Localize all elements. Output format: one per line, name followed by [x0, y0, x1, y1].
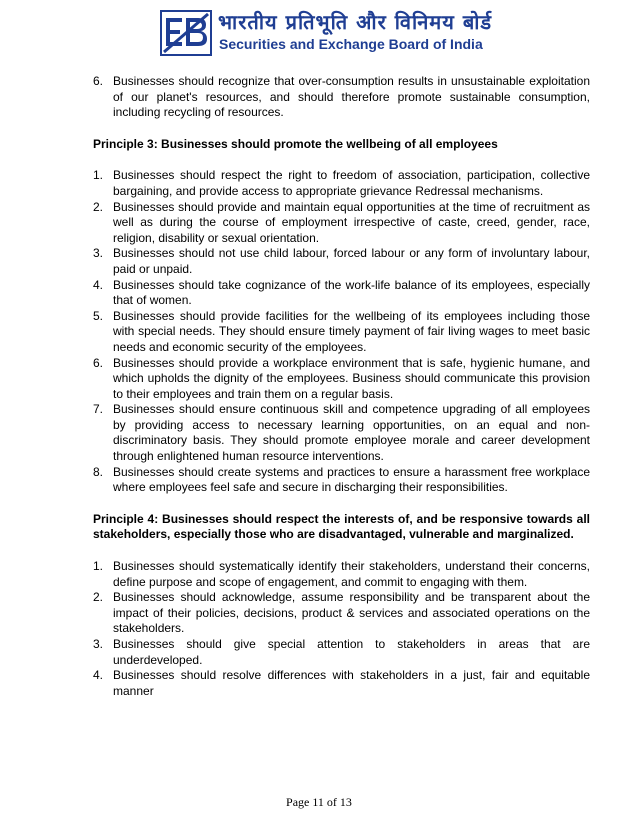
- hindi-title: भारतीय प्रतिभूति और विनिमय बोर्ड: [218, 10, 493, 34]
- page-number: Page 11 of 13: [286, 795, 352, 809]
- page-footer: [0, 795, 638, 810]
- item-text: Businesses should recognize that over-consumption results in unsustainable exploitation of our planet's resources, and should therefore promote sustainable consumption, including recycling of resources.: [113, 74, 590, 120]
- principle-3-heading: Principle 3: Businesses should promote the wellbeing of all employees: [93, 136, 498, 151]
- item-text: Businesses should resolve differences with stakeholders in a just, fair and equitable manner: [113, 668, 590, 698]
- item-text: Businesses should provide a workplace environment that is safe, hygienic humane, and which upholds the dignity of the employees. Business should communicate this provision to their employees and train them on a regular basis.: [113, 355, 590, 401]
- list-item: [93, 559, 590, 590]
- principle-3-list: [93, 168, 590, 495]
- item-number: 3.: [93, 246, 104, 261]
- item-text: Businesses should acknowledge, assume responsibility and be transparent about the impact of their policies, decisions, product & services and associated operations on the stakeholders.: [113, 590, 590, 636]
- principle-4-list: [93, 559, 590, 699]
- item-number: 8.: [93, 464, 104, 479]
- item-number: 1.: [93, 168, 104, 183]
- list-item: [93, 465, 590, 496]
- list-item: [93, 356, 590, 403]
- item-text: Businesses should not use child labour, forced labour or any form of involuntary labour, paid or unpaid.: [113, 246, 590, 276]
- list-item: [93, 309, 590, 356]
- item-number: 7.: [93, 402, 104, 417]
- item-number: 1.: [93, 559, 104, 574]
- item-number: 5.: [93, 308, 104, 323]
- list-item: [93, 246, 590, 277]
- item-text: Businesses should ensure continuous skill and competence upgrading of all employees by providing access to necessary learning opportunities, on an equal and non-discriminatory basis. They should promote employee morale and career development through enlightened human resource interventions.: [113, 402, 590, 464]
- list-item: [93, 590, 590, 637]
- page-header: [160, 8, 500, 56]
- item-number: 6.: [93, 355, 104, 370]
- item-number: 4.: [93, 668, 104, 683]
- english-title: Securities and Exchange Board of India: [219, 36, 483, 52]
- principle-4-heading: Principle 4: Businesses should respect the interests of, and be responsive towards all stakeholders, especially those who are disadvantaged, vulnerable and marginalized.: [93, 511, 590, 542]
- item-text: Businesses should systematically identify their stakeholders, understand their concerns, define purpose and scope of engagement, and commit to engaging with them.: [113, 559, 590, 589]
- item-text: Businesses should take cognizance of the work-life balance of its employees, especially that of women.: [113, 277, 590, 308]
- item-text: Businesses should provide and maintain equal opportunities at the time of recruitment as well as during the course of employment irrespective of caste, creed, gender, race, religion, disability or sexual orientation.: [113, 199, 590, 245]
- continued-list: [93, 74, 590, 121]
- item-text: Businesses should create systems and practices to ensure a harassment free workplace where employees feel safe and secure in discharging their responsibilities.: [113, 464, 590, 495]
- list-item: [93, 200, 590, 247]
- item-text: Businesses should respect the right to freedom of association, participation, collective bargaining, and provide access to appropriate grievance Redressal mechanisms.: [113, 168, 590, 198]
- item-number: 3.: [93, 637, 104, 651]
- list-item: [93, 168, 590, 199]
- sebi-logo-icon: [160, 10, 212, 56]
- list-item: [93, 668, 590, 699]
- item-number: 4.: [93, 277, 104, 292]
- list-item: [93, 637, 590, 668]
- document-body: [93, 74, 590, 699]
- item-text: Businesses should provide facilities for the wellbeing of its employees including those with special needs. They should ensure timely payment of fair living wages to meet basic needs and economic security of the employees.: [113, 308, 590, 354]
- item-text: Businesses should give special attention to stakeholders in areas that are underdeveloped.: [113, 637, 590, 667]
- list-item: [93, 278, 590, 309]
- item-number: 6.: [93, 74, 104, 88]
- list-item: [93, 74, 590, 121]
- list-item: [93, 402, 590, 464]
- item-number: 2.: [93, 590, 104, 605]
- item-number: 2.: [93, 199, 104, 214]
